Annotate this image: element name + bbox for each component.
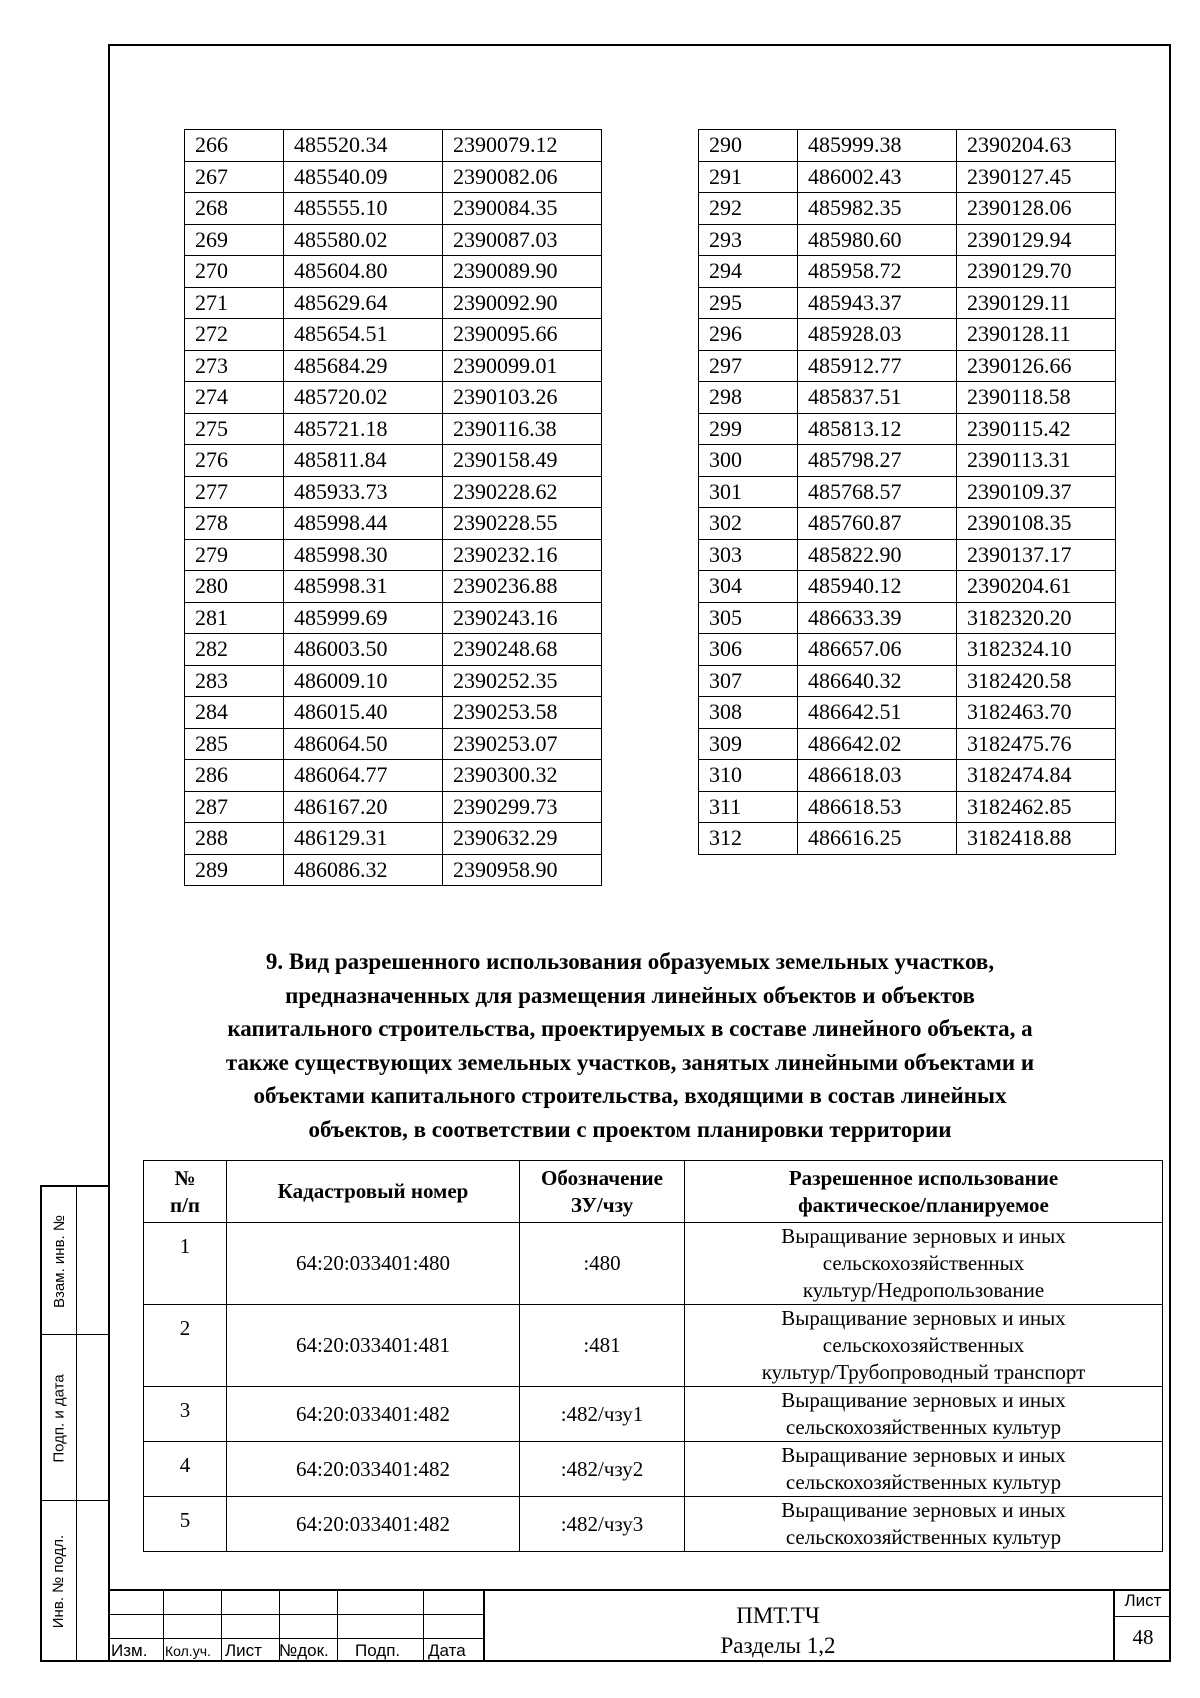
- coord-y: 2390089.90: [443, 256, 602, 288]
- coord-x: 486064.77: [284, 760, 443, 792]
- table-row: [185, 760, 602, 792]
- table-row: [699, 193, 1116, 225]
- point-number: 300: [699, 445, 798, 477]
- coord-x: 485811.84: [284, 445, 443, 477]
- heading-line: 9. Вид разрешенного использования образуемых земельных участков,: [265, 949, 995, 974]
- point-number: 301: [699, 476, 798, 508]
- coord-y: 2390232.16: [443, 539, 602, 571]
- permitted-use-line: сельскохозяйственных: [822, 1333, 1025, 1357]
- heading-line: объектами капитального строительства, входящими в состав линейных: [253, 1083, 1007, 1108]
- coord-x: 485798.27: [798, 445, 957, 477]
- coord-x: 485998.31: [284, 571, 443, 603]
- table-row: [699, 445, 1116, 477]
- permitted-use-line: Выращивание зерновых и иных: [781, 1498, 1066, 1522]
- table-row: [185, 382, 602, 414]
- point-number: 297: [699, 350, 798, 382]
- coord-x: 485933.73: [284, 476, 443, 508]
- coord-y: 2390137.17: [957, 539, 1116, 571]
- table-row: [185, 161, 602, 193]
- side-label-inv: Инв. № подл.: [50, 1534, 68, 1629]
- coord-x: 485822.90: [798, 539, 957, 571]
- table-row: [699, 130, 1116, 162]
- coord-x: 486657.06: [798, 634, 957, 666]
- point-number: 281: [185, 602, 284, 634]
- table-row: [185, 413, 602, 445]
- coord-y: 3182324.10: [957, 634, 1116, 666]
- cadastral-number: 64:20:033401:480: [227, 1223, 520, 1305]
- permitted-use-line: сельскохозяйственных культур: [785, 1525, 1062, 1549]
- point-number: 286: [185, 760, 284, 792]
- coord-x: 486009.10: [284, 665, 443, 697]
- table-row: [185, 319, 602, 351]
- row-number: 5: [144, 1497, 227, 1552]
- point-number: 271: [185, 287, 284, 319]
- coord-x: 485958.72: [798, 256, 957, 288]
- coord-x: 485943.37: [798, 287, 957, 319]
- side-label-podp: Подп. и дата: [50, 1373, 68, 1463]
- coord-x: 485982.35: [798, 193, 957, 225]
- coord-y: 3182462.85: [957, 791, 1116, 823]
- coord-x: 486618.53: [798, 791, 957, 823]
- permitted-use-line: культур/Недропользование: [802, 1278, 1045, 1302]
- coord-x: 485940.12: [798, 571, 957, 603]
- stamp-ndok: №док.: [279, 1641, 329, 1660]
- point-number: 298: [699, 382, 798, 414]
- table-row: [699, 350, 1116, 382]
- coord-y: 2390128.06: [957, 193, 1116, 225]
- coord-x: 485580.02: [284, 224, 443, 256]
- table-row: [699, 634, 1116, 666]
- coordinates-table-right: [698, 129, 1116, 855]
- point-number: 310: [699, 760, 798, 792]
- point-number: 293: [699, 224, 798, 256]
- coord-x: 485760.87: [798, 508, 957, 540]
- point-number: 288: [185, 823, 284, 855]
- table-row: [185, 854, 602, 886]
- title-block: [108, 1589, 1171, 1662]
- table-header-row: [144, 1161, 1163, 1223]
- point-number: 294: [699, 256, 798, 288]
- permitted-use: [685, 1305, 1163, 1387]
- table-row: [699, 760, 1116, 792]
- permitted-use-line: сельскохозяйственных культур: [785, 1470, 1062, 1494]
- coordinates-table-left: [184, 129, 602, 886]
- table-row: [185, 508, 602, 540]
- table-row: [699, 791, 1116, 823]
- stamp-podp: Подп.: [355, 1641, 401, 1660]
- table-row: [185, 665, 602, 697]
- plot-designation: :481: [520, 1305, 685, 1387]
- coord-y: 2390632.29: [443, 823, 602, 855]
- table-row: [185, 823, 602, 855]
- table-row: [185, 224, 602, 256]
- coord-y: 2390115.42: [957, 413, 1116, 445]
- coord-y: 2390126.66: [957, 350, 1116, 382]
- coord-y: 2390129.70: [957, 256, 1116, 288]
- stamp-data: Дата: [428, 1641, 466, 1660]
- point-number: 311: [699, 791, 798, 823]
- table-row: [144, 1305, 1163, 1387]
- coord-x: 486633.39: [798, 602, 957, 634]
- point-number: 269: [185, 224, 284, 256]
- point-number: 279: [185, 539, 284, 571]
- coord-y: 2390079.12: [443, 130, 602, 162]
- coord-y: 2390087.03: [443, 224, 602, 256]
- stamp-izm: Изм.: [111, 1641, 148, 1660]
- permitted-use-line: сельскохозяйственных: [822, 1251, 1025, 1275]
- coord-x: 485768.57: [798, 476, 957, 508]
- point-number: 273: [185, 350, 284, 382]
- permitted-use: [685, 1497, 1163, 1552]
- document-sections: Разделы 1,2: [720, 1633, 836, 1658]
- coord-x: 485555.10: [284, 193, 443, 225]
- header-cadastral: Кадастровый номер: [227, 1161, 520, 1223]
- coord-x: 485980.60: [798, 224, 957, 256]
- coord-y: 2390103.26: [443, 382, 602, 414]
- coord-x: 485721.18: [284, 413, 443, 445]
- table-row: [699, 161, 1116, 193]
- permitted-use: [685, 1223, 1163, 1305]
- coord-y: 2390095.66: [443, 319, 602, 351]
- point-number: 278: [185, 508, 284, 540]
- permitted-use-line: культур/Трубопроводный транспорт: [761, 1360, 1086, 1384]
- table-row: [185, 350, 602, 382]
- side-cell-vzam: [42, 1187, 108, 1335]
- heading-line: предназначенных для размещения линейных объектов и объектов: [285, 982, 975, 1008]
- permitted-use: [685, 1387, 1163, 1442]
- land-plots-table: [143, 1160, 1163, 1552]
- point-number: 305: [699, 602, 798, 634]
- coord-x: 486003.50: [284, 634, 443, 666]
- table-row: [185, 728, 602, 760]
- point-number: 280: [185, 571, 284, 603]
- coord-y: 2390204.63: [957, 130, 1116, 162]
- sheet-label: Лист: [1124, 1591, 1162, 1610]
- permitted-use-line: Выращивание зерновых и иных: [781, 1306, 1066, 1330]
- coord-x: 485629.64: [284, 287, 443, 319]
- row-number: 2: [144, 1305, 227, 1387]
- coord-x: 486129.31: [284, 823, 443, 855]
- coord-x: 486642.51: [798, 697, 957, 729]
- coord-y: 2390228.55: [443, 508, 602, 540]
- point-number: 287: [185, 791, 284, 823]
- table-row: [185, 445, 602, 477]
- table-row: [699, 287, 1116, 319]
- coord-x: 485684.29: [284, 350, 443, 382]
- section-heading: [160, 945, 1100, 1146]
- table-row: [185, 287, 602, 319]
- table-row: [699, 602, 1116, 634]
- table-row: [699, 665, 1116, 697]
- point-number: 290: [699, 130, 798, 162]
- point-number: 270: [185, 256, 284, 288]
- coord-x: 485604.80: [284, 256, 443, 288]
- table-row: [185, 571, 602, 603]
- coord-y: 2390253.58: [443, 697, 602, 729]
- point-number: 296: [699, 319, 798, 351]
- point-number: 291: [699, 161, 798, 193]
- coord-y: 2390204.61: [957, 571, 1116, 603]
- table-row: [699, 224, 1116, 256]
- coord-y: 3182320.20: [957, 602, 1116, 634]
- coord-y: 2390108.35: [957, 508, 1116, 540]
- row-number: 4: [144, 1442, 227, 1497]
- coord-x: 485928.03: [798, 319, 957, 351]
- coord-y: 2390082.06: [443, 161, 602, 193]
- heading-line: капитального строительства, проектируемых в составе линейного объекта, а: [227, 1016, 1033, 1041]
- permitted-use-line: Выращивание зерновых и иных: [781, 1224, 1066, 1248]
- coord-y: 2390958.90: [443, 854, 602, 886]
- point-number: 285: [185, 728, 284, 760]
- coord-x: 486002.43: [798, 161, 957, 193]
- coord-x: 486086.32: [284, 854, 443, 886]
- header-designation: Обозначение ЗУ/чзу: [520, 1161, 685, 1223]
- cadastral-number: 64:20:033401:482: [227, 1442, 520, 1497]
- coord-y: 2390228.62: [443, 476, 602, 508]
- header-num: № п/п: [144, 1161, 227, 1223]
- point-number: 266: [185, 130, 284, 162]
- coord-y: 2390253.07: [443, 728, 602, 760]
- point-number: 299: [699, 413, 798, 445]
- point-number: 274: [185, 382, 284, 414]
- table-row: [699, 476, 1116, 508]
- coord-y: 2390300.32: [443, 760, 602, 792]
- coord-x: 485720.02: [284, 382, 443, 414]
- coord-y: 2390084.35: [443, 193, 602, 225]
- coord-y: 2390116.38: [443, 413, 602, 445]
- plot-designation: :482/чзу2: [520, 1442, 685, 1497]
- side-cell-inv: [42, 1501, 108, 1662]
- point-number: 267: [185, 161, 284, 193]
- point-number: 309: [699, 728, 798, 760]
- heading-line: объектов, в соответствии с проектом планировки территории: [308, 1116, 952, 1142]
- coord-y: 2390128.11: [957, 319, 1116, 351]
- header-permitted-use: Разрешенное использование фактическое/планируемое: [685, 1161, 1163, 1223]
- point-number: 306: [699, 634, 798, 666]
- table-row: [699, 508, 1116, 540]
- point-number: 282: [185, 634, 284, 666]
- coord-y: 3182418.88: [957, 823, 1116, 855]
- side-label-vzam: Взам. инв. №: [50, 1214, 68, 1308]
- coord-x: 485654.51: [284, 319, 443, 351]
- point-number: 303: [699, 539, 798, 571]
- point-number: 308: [699, 697, 798, 729]
- point-number: 292: [699, 193, 798, 225]
- coord-y: 2390252.35: [443, 665, 602, 697]
- table-row: [144, 1442, 1163, 1497]
- coord-y: 2390118.58: [957, 382, 1116, 414]
- coord-x: 486616.25: [798, 823, 957, 855]
- coord-x: 486618.03: [798, 760, 957, 792]
- table-row: [144, 1387, 1163, 1442]
- point-number: 272: [185, 319, 284, 351]
- coord-y: 3182475.76: [957, 728, 1116, 760]
- coord-x: 485813.12: [798, 413, 957, 445]
- coord-y: 2390248.68: [443, 634, 602, 666]
- point-number: 304: [699, 571, 798, 603]
- coord-y: 2390129.11: [957, 287, 1116, 319]
- coord-x: 486640.32: [798, 665, 957, 697]
- point-number: 284: [185, 697, 284, 729]
- cadastral-number: 64:20:033401:482: [227, 1497, 520, 1552]
- table-row: [185, 476, 602, 508]
- coord-y: 2390158.49: [443, 445, 602, 477]
- point-number: 283: [185, 665, 284, 697]
- coord-y: 3182474.84: [957, 760, 1116, 792]
- coord-y: 2390236.88: [443, 571, 602, 603]
- coord-y: 2390092.90: [443, 287, 602, 319]
- table-row: [699, 256, 1116, 288]
- table-row: [185, 791, 602, 823]
- coord-x: 485540.09: [284, 161, 443, 193]
- table-row: [699, 823, 1116, 855]
- coord-y: 2390099.01: [443, 350, 602, 382]
- coord-x: 485912.77: [798, 350, 957, 382]
- cadastral-number: 64:20:033401:481: [227, 1305, 520, 1387]
- coord-y: 2390299.73: [443, 791, 602, 823]
- coord-x: 485999.38: [798, 130, 957, 162]
- coord-y: 3182463.70: [957, 697, 1116, 729]
- table-row: [185, 697, 602, 729]
- coord-y: 2390127.45: [957, 161, 1116, 193]
- side-cell-podp: [42, 1335, 108, 1501]
- table-row: [144, 1497, 1163, 1552]
- coord-x: 486167.20: [284, 791, 443, 823]
- point-number: 276: [185, 445, 284, 477]
- plot-designation: :482/чзу1: [520, 1387, 685, 1442]
- coord-x: 485999.69: [284, 602, 443, 634]
- sheet-number: 48: [1132, 1625, 1154, 1649]
- row-number: 1: [144, 1223, 227, 1305]
- coord-y: 2390109.37: [957, 476, 1116, 508]
- point-number: 312: [699, 823, 798, 855]
- permitted-use-line: Выращивание зерновых и иных: [781, 1388, 1066, 1412]
- table-row: [185, 539, 602, 571]
- side-strip: [40, 1185, 108, 1662]
- table-row: [699, 319, 1116, 351]
- coord-y: 3182420.58: [957, 665, 1116, 697]
- stamp-kol: Кол.уч.: [165, 1643, 211, 1659]
- coord-x: 485998.44: [284, 508, 443, 540]
- coord-x: 485998.30: [284, 539, 443, 571]
- table-row: [185, 634, 602, 666]
- coord-y: 2390243.16: [443, 602, 602, 634]
- point-number: 268: [185, 193, 284, 225]
- heading-line: также существующих земельных участков, занятых линейными объектами и: [225, 1049, 1035, 1075]
- plot-designation: :482/чзу3: [520, 1497, 685, 1552]
- document-code: ПМТ.ТЧ: [736, 1603, 820, 1628]
- table-row: [699, 539, 1116, 571]
- stamp-list: Лист: [225, 1641, 262, 1660]
- permitted-use: [685, 1442, 1163, 1497]
- table-row: [699, 728, 1116, 760]
- coord-x: 485837.51: [798, 382, 957, 414]
- table-row: [699, 382, 1116, 414]
- point-number: 307: [699, 665, 798, 697]
- row-number: 3: [144, 1387, 227, 1442]
- coord-x: 485520.34: [284, 130, 443, 162]
- table-row: [185, 256, 602, 288]
- coord-x: 486064.50: [284, 728, 443, 760]
- table-row: [185, 130, 602, 162]
- point-number: 295: [699, 287, 798, 319]
- coord-y: 2390129.94: [957, 224, 1116, 256]
- table-row: [144, 1223, 1163, 1305]
- table-row: [699, 697, 1116, 729]
- table-row: [185, 193, 602, 225]
- table-row: [699, 413, 1116, 445]
- coord-y: 2390113.31: [957, 445, 1116, 477]
- table-row: [699, 571, 1116, 603]
- permitted-use-line: Выращивание зерновых и иных: [781, 1443, 1066, 1467]
- plot-designation: :480: [520, 1223, 685, 1305]
- permitted-use-line: сельскохозяйственных культур: [785, 1415, 1062, 1439]
- table-row: [185, 602, 602, 634]
- coord-x: 486015.40: [284, 697, 443, 729]
- point-number: 275: [185, 413, 284, 445]
- point-number: 302: [699, 508, 798, 540]
- coord-x: 486642.02: [798, 728, 957, 760]
- point-number: 277: [185, 476, 284, 508]
- cadastral-number: 64:20:033401:482: [227, 1387, 520, 1442]
- point-number: 289: [185, 854, 284, 886]
